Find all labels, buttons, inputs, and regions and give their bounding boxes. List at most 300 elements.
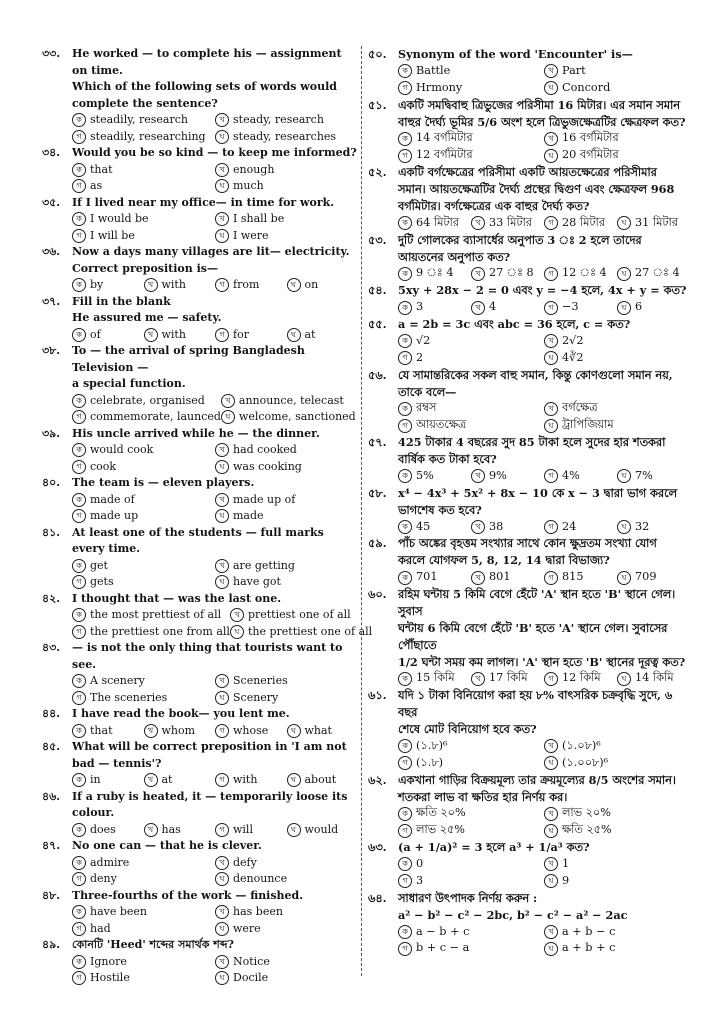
option-marker: ক	[72, 955, 86, 969]
question-text: At least one of the students — full marks every time.	[72, 525, 324, 555]
option-marker: গ	[215, 773, 229, 787]
question-text: একটি সমদ্বিবাহু ত্রিভুজের পরিসীমা 16 মিটার। এর সমান সমান	[398, 97, 681, 112]
question-text: রহিম ঘন্টায় 5 কিমি বেগে হেঁটে 'A' স্থান হতে 'B' স্থানে গেল। সুবাস	[398, 587, 676, 618]
answer-option[interactable]	[544, 940, 690, 957]
question-text-line: শতকরা লাভ বা ক্ষতির হার নির্ণয় কর।	[398, 789, 568, 804]
options-grid	[368, 738, 690, 772]
answer-option[interactable]	[215, 327, 287, 344]
question-number: ৪৭.	[42, 839, 61, 852]
question-text: Fill in the blank	[72, 294, 171, 308]
option-text: Concord	[562, 80, 611, 94]
answer-option[interactable]	[72, 277, 144, 294]
answer-option[interactable]	[144, 277, 216, 294]
question-number: ৫৮.	[368, 485, 387, 500]
option-text: 16 বর্গমিটার	[562, 131, 619, 145]
option-marker: খ	[144, 724, 158, 738]
answer-option[interactable]	[72, 228, 215, 245]
question-item	[42, 195, 358, 245]
question-stem	[368, 434, 690, 451]
answer-option[interactable]	[215, 558, 358, 575]
answer-option[interactable]	[72, 211, 215, 228]
answer-option[interactable]	[398, 924, 544, 941]
option-text: as	[90, 179, 103, 192]
answer-option[interactable]	[287, 277, 359, 294]
answer-option[interactable]	[471, 569, 544, 586]
answer-option[interactable]	[398, 265, 471, 282]
option-marker: ক	[398, 571, 412, 585]
answer-option[interactable]	[215, 855, 358, 872]
option-text: 709	[635, 570, 657, 584]
option-marker: গ	[398, 824, 412, 838]
option-marker: খ	[215, 443, 229, 457]
option-marker: ক	[72, 394, 86, 408]
answer-option[interactable]	[215, 772, 287, 789]
answer-option[interactable]	[398, 569, 471, 586]
option-marker: ঘ	[544, 351, 558, 365]
question-number: ৬৩.	[368, 840, 387, 855]
question-number: ৫৯.	[368, 536, 387, 551]
answer-option[interactable]	[221, 393, 358, 410]
option-text: enough	[233, 162, 275, 176]
answer-option[interactable]	[398, 215, 471, 232]
question-stem	[42, 789, 358, 822]
answer-option[interactable]	[287, 822, 359, 839]
option-text: whom	[161, 723, 196, 737]
option-text: made up	[90, 509, 139, 522]
answer-option[interactable]	[215, 277, 287, 294]
answer-option[interactable]	[72, 442, 215, 459]
option-text: 0	[416, 857, 424, 870]
answer-option[interactable]	[215, 162, 358, 179]
answer-option[interactable]	[72, 178, 215, 195]
answer-option[interactable]	[544, 215, 617, 232]
option-text: 12 ঃ 4	[562, 266, 607, 280]
option-text: বর্গক্ষেত্র	[562, 401, 598, 415]
answer-option[interactable]	[72, 673, 215, 690]
question-text-line: সমান। আয়তক্ষেত্রটির দৈর্ঘ্য প্রস্থের দ্বিগুণ এবং ক্ষেত্রফল 968	[398, 182, 675, 196]
option-text: 815	[562, 570, 584, 584]
answer-option[interactable]	[215, 442, 358, 459]
option-text: made	[233, 509, 264, 522]
option-marker: ঘ	[544, 419, 558, 433]
answer-option[interactable]	[215, 508, 358, 525]
option-text: 17 কিমি	[489, 671, 528, 685]
option-text: b + c − a	[416, 941, 470, 955]
question-text: দুটি গোলকের ব্যাসার্ধের অনুপাত 3 ঃ 2 হলে তাদের আয়তনের অনুপাত কত?	[398, 232, 642, 264]
option-text: a + b − c	[562, 924, 616, 938]
options-grid	[368, 924, 690, 958]
answer-option[interactable]	[398, 417, 544, 434]
answer-option[interactable]	[72, 970, 215, 987]
answer-option[interactable]	[72, 574, 215, 591]
answer-option[interactable]	[398, 130, 544, 147]
option-text: get	[90, 558, 108, 572]
answer-option[interactable]	[215, 871, 358, 888]
option-text: Scenery	[233, 690, 279, 704]
question-item	[42, 525, 358, 591]
question-text: His uncle arrived while he — the dinner.	[72, 426, 320, 440]
option-text: 27 ঃ 4	[635, 266, 680, 280]
question-item	[42, 591, 373, 641]
answer-option[interactable]	[617, 468, 690, 485]
option-marker: গ	[544, 520, 558, 534]
option-text: −3	[562, 300, 579, 314]
answer-option[interactable]	[72, 129, 215, 146]
option-text: ক্ষতি ২০%	[416, 806, 466, 820]
question-number: ৬২.	[368, 772, 387, 787]
option-marker: ঘ	[617, 469, 631, 483]
answer-option[interactable]	[398, 940, 544, 957]
option-text: at	[161, 773, 173, 786]
answer-option[interactable]	[544, 805, 690, 822]
option-marker: ক	[72, 608, 86, 622]
question-text-line: 1/2 ঘন্টা সময় কম লাগল। 'A' স্থান হতে 'B' স্থানের দূরত্ব কত?	[398, 654, 686, 669]
option-text: 14 কিমি	[635, 671, 674, 685]
option-text: deny	[90, 872, 117, 885]
option-text: (১.৮)⁶	[416, 738, 448, 752]
options-grid	[42, 558, 358, 591]
option-marker: ক	[398, 334, 412, 348]
question-item	[42, 838, 358, 888]
answer-option[interactable]	[617, 215, 690, 232]
answer-option[interactable]	[544, 265, 617, 282]
options-grid	[368, 215, 690, 232]
answer-option[interactable]	[617, 519, 690, 536]
option-text: 9	[562, 873, 570, 887]
answer-option[interactable]	[398, 519, 471, 536]
option-text: 3	[416, 873, 424, 887]
option-marker: ঘ	[215, 971, 229, 985]
answer-option[interactable]	[544, 873, 690, 890]
option-text: (১.৮)	[416, 755, 443, 769]
question-item	[368, 316, 690, 367]
answer-option[interactable]	[230, 607, 372, 624]
answer-option[interactable]	[72, 855, 215, 872]
answer-option[interactable]	[398, 856, 544, 873]
option-marker: গ	[72, 872, 86, 886]
answer-option[interactable]	[398, 350, 544, 367]
option-marker: ঘ	[287, 278, 301, 292]
answer-option[interactable]	[287, 327, 359, 344]
answer-option[interactable]	[72, 954, 215, 971]
option-marker: ঘ	[544, 824, 558, 838]
option-marker: ক	[398, 520, 412, 534]
option-marker: খ	[544, 64, 558, 78]
option-marker: খ	[471, 520, 485, 534]
answer-option[interactable]	[544, 856, 690, 873]
question-number: ৫২.	[368, 165, 387, 180]
question-number: ৫৭.	[368, 435, 387, 450]
option-marker: খ	[215, 674, 229, 688]
answer-option[interactable]	[72, 904, 215, 921]
question-stem	[42, 888, 358, 905]
answer-option[interactable]	[544, 822, 690, 839]
question-stem	[42, 937, 358, 954]
answer-option[interactable]	[72, 409, 221, 426]
options-grid	[368, 130, 690, 164]
answer-option[interactable]	[617, 670, 690, 687]
answer-option[interactable]	[215, 723, 287, 740]
option-text: I would be	[90, 212, 149, 225]
question-item	[368, 772, 690, 840]
answer-option[interactable]	[72, 871, 215, 888]
answer-option[interactable]	[72, 822, 144, 839]
answer-option[interactable]	[544, 924, 690, 941]
option-text: 6	[635, 300, 643, 314]
answer-option[interactable]	[144, 327, 216, 344]
answer-option[interactable]	[72, 327, 144, 344]
answer-option[interactable]	[544, 299, 617, 316]
answer-option[interactable]	[72, 162, 215, 179]
answer-option[interactable]	[72, 772, 144, 789]
option-marker: গ	[215, 328, 229, 342]
option-text: a + b + c	[562, 941, 616, 955]
option-text: by	[90, 278, 104, 291]
answer-option[interactable]	[221, 409, 358, 426]
option-marker: ক	[72, 724, 86, 738]
answer-option[interactable]	[544, 519, 617, 536]
answer-option[interactable]	[144, 772, 216, 789]
answer-option[interactable]	[215, 112, 358, 129]
option-text: (১.০০৮)⁶	[562, 755, 609, 769]
answer-option[interactable]	[72, 921, 215, 938]
question-text: If I lived near my office— in time for work.	[72, 195, 335, 209]
option-text: 5%	[416, 468, 434, 482]
option-marker: খ	[144, 278, 158, 292]
answer-option[interactable]	[544, 400, 690, 417]
answer-option[interactable]	[72, 690, 215, 707]
option-marker: গ	[544, 216, 558, 230]
answer-option[interactable]	[215, 822, 287, 839]
answer-option[interactable]	[544, 80, 690, 97]
option-marker: গ	[215, 278, 229, 292]
answer-option[interactable]	[471, 299, 544, 316]
option-marker: ক	[72, 905, 86, 919]
question-stem	[368, 232, 690, 266]
question-item	[42, 739, 358, 789]
answer-option[interactable]	[398, 755, 544, 772]
option-text: 7%	[635, 468, 653, 482]
question-text-line: করলে যোগফল 5, 8, 12, 14 দ্বারা বিভাজ্য?	[398, 553, 610, 568]
option-text: had	[90, 921, 111, 935]
question-text: যে সামান্তরিকের সকল বাহু সমান, কিন্তু কোণগুলো সমান নয়, তাকে বলে—	[398, 367, 673, 399]
answer-option[interactable]	[544, 670, 617, 687]
answer-option[interactable]	[72, 112, 215, 129]
option-text: 2√2	[562, 333, 584, 347]
answer-option[interactable]	[544, 417, 690, 434]
answer-option[interactable]	[215, 690, 358, 707]
answer-option[interactable]	[398, 400, 544, 417]
question-stem	[368, 97, 690, 114]
answer-option[interactable]	[215, 970, 358, 987]
question-item	[368, 687, 690, 771]
answer-option[interactable]	[72, 393, 221, 410]
answer-option[interactable]	[617, 265, 690, 282]
answer-option[interactable]	[215, 921, 358, 938]
answer-option[interactable]	[617, 569, 690, 586]
option-text: has been	[233, 905, 283, 918]
answer-option[interactable]	[544, 333, 690, 350]
question-text: 5xy + 28x − 2 = 0 এবং y = −4 হলে, 4x + y = কত?	[398, 283, 687, 298]
answer-option[interactable]	[215, 211, 358, 228]
option-text: would cook	[90, 443, 154, 456]
answer-option[interactable]	[72, 459, 215, 476]
option-marker: ঘ	[215, 922, 229, 936]
answer-option[interactable]	[617, 299, 690, 316]
options-grid	[42, 904, 358, 937]
answer-option[interactable]	[398, 738, 544, 755]
option-marker: গ	[72, 130, 86, 144]
option-marker: ক	[398, 739, 412, 753]
option-text: that	[90, 723, 113, 737]
option-marker: গ	[544, 267, 558, 281]
option-text: 31 মিটার	[635, 215, 678, 229]
option-marker: ক	[398, 267, 412, 281]
question-item	[42, 46, 358, 145]
option-marker: ঘ	[215, 691, 229, 705]
option-marker: ক	[72, 278, 86, 292]
option-text: does	[90, 822, 116, 836]
answer-option[interactable]	[544, 63, 690, 80]
option-text: 14 বর্গমিটার	[416, 131, 473, 145]
option-marker: ঘ	[221, 410, 235, 424]
answer-option[interactable]	[544, 130, 690, 147]
answer-option[interactable]	[398, 63, 544, 80]
answer-option[interactable]	[72, 508, 215, 525]
option-text: Ignore	[90, 954, 127, 968]
option-text: of	[90, 327, 101, 341]
answer-option[interactable]	[398, 80, 544, 97]
option-text: লাভ ২০%	[562, 806, 611, 820]
answer-option[interactable]	[72, 723, 144, 740]
options-grid	[368, 670, 690, 687]
option-marker: খ	[215, 905, 229, 919]
question-item	[368, 485, 690, 536]
options-grid	[42, 442, 358, 475]
option-marker: খ	[215, 493, 229, 507]
answer-option[interactable]	[215, 129, 358, 146]
answer-option[interactable]	[72, 607, 230, 624]
option-text: 4%	[562, 468, 580, 482]
answer-option[interactable]	[471, 468, 544, 485]
option-text: 28 মিটার	[562, 215, 605, 229]
answer-option[interactable]	[398, 147, 544, 164]
answer-option[interactable]	[544, 738, 690, 755]
answer-option[interactable]	[398, 670, 471, 687]
answer-option[interactable]	[471, 215, 544, 232]
option-text: celebrate, organised	[90, 393, 205, 407]
question-stem	[368, 687, 690, 721]
option-marker: ক	[398, 857, 412, 871]
option-text: the prettiest one of all	[247, 624, 373, 638]
option-marker: ঘ	[287, 773, 301, 787]
question-stem	[368, 485, 690, 519]
answer-option[interactable]	[398, 333, 544, 350]
question-item	[42, 145, 358, 195]
answer-option[interactable]	[72, 558, 215, 575]
answer-option[interactable]	[215, 673, 358, 690]
answer-option[interactable]	[544, 569, 617, 586]
option-text: with	[161, 327, 186, 341]
option-text: Docile	[233, 971, 269, 984]
answer-option[interactable]	[215, 459, 358, 476]
answer-option[interactable]	[72, 624, 230, 641]
answer-option[interactable]	[471, 519, 544, 536]
answer-option[interactable]	[144, 822, 216, 839]
answer-option[interactable]	[544, 755, 690, 772]
answer-option[interactable]	[215, 228, 358, 245]
question-stem	[368, 586, 690, 620]
option-marker: ঘ	[544, 874, 558, 888]
option-marker: ঘ	[230, 625, 244, 639]
option-marker: ঘ	[617, 216, 631, 230]
option-marker: ঘ	[215, 460, 229, 474]
question-text-line: ঘন্টায় 6 কিমি বেগে হেঁটে 'B' হতে 'A' স্থানে গেল। সুবাসের পৌঁছাতে	[398, 620, 668, 652]
question-item	[42, 475, 358, 525]
answer-option[interactable]	[144, 723, 216, 740]
question-text-line: শেষে মোট বিনিয়োগ হবে কত?	[398, 722, 537, 736]
option-text: 3	[416, 300, 424, 314]
answer-option[interactable]	[471, 265, 544, 282]
option-text: made of	[90, 492, 135, 506]
answer-option[interactable]	[544, 350, 690, 367]
answer-option[interactable]	[544, 147, 690, 164]
answer-option[interactable]	[215, 574, 358, 591]
question-text: 425 টাকার 4 বছরের সুদ 85 টাকা হলে সুদের হার শতকরা	[398, 435, 666, 450]
question-number: ৩৯.	[42, 426, 61, 440]
answer-option[interactable]	[72, 492, 215, 509]
option-marker: গ	[398, 351, 412, 365]
options-grid	[42, 855, 358, 888]
answer-option[interactable]	[398, 468, 471, 485]
answer-option[interactable]	[230, 624, 372, 641]
option-text: that	[90, 162, 113, 176]
option-marker: গ	[398, 942, 412, 956]
option-text: on	[304, 278, 319, 291]
options-grid	[42, 822, 358, 839]
question-stem	[368, 164, 690, 181]
answer-option[interactable]	[398, 873, 544, 890]
answer-option[interactable]	[398, 805, 544, 822]
answer-option[interactable]	[215, 954, 358, 971]
question-number: ৩৭.	[42, 294, 61, 308]
answer-option[interactable]	[471, 670, 544, 687]
answer-option[interactable]	[215, 492, 358, 509]
question-stem	[42, 46, 358, 79]
answer-option[interactable]	[398, 299, 471, 316]
answer-option[interactable]	[544, 468, 617, 485]
option-marker: ঘ	[215, 179, 229, 193]
option-text: much	[233, 179, 264, 192]
answer-option[interactable]	[287, 723, 359, 740]
option-marker: খ	[471, 216, 485, 230]
question-text: Now a days many villages are lit— electricity.	[72, 245, 350, 258]
answer-option[interactable]	[398, 822, 544, 839]
question-item	[42, 888, 358, 938]
option-text: will	[233, 822, 253, 836]
option-marker: ঘ	[617, 672, 631, 686]
question-item	[42, 244, 358, 294]
option-text: আয়তক্ষেত্র	[416, 418, 467, 432]
answer-option[interactable]	[215, 178, 358, 195]
question-item	[368, 890, 690, 958]
answer-option[interactable]	[215, 904, 358, 921]
question-number: ৪৬.	[42, 789, 61, 803]
question-text-line: বর্গমিটার। বর্গক্ষেত্রের এক বাহুর দৈর্ঘ্য কত?	[398, 198, 590, 213]
option-marker: গ	[72, 922, 86, 936]
option-marker: খ	[221, 394, 235, 408]
answer-option[interactable]	[287, 772, 359, 789]
